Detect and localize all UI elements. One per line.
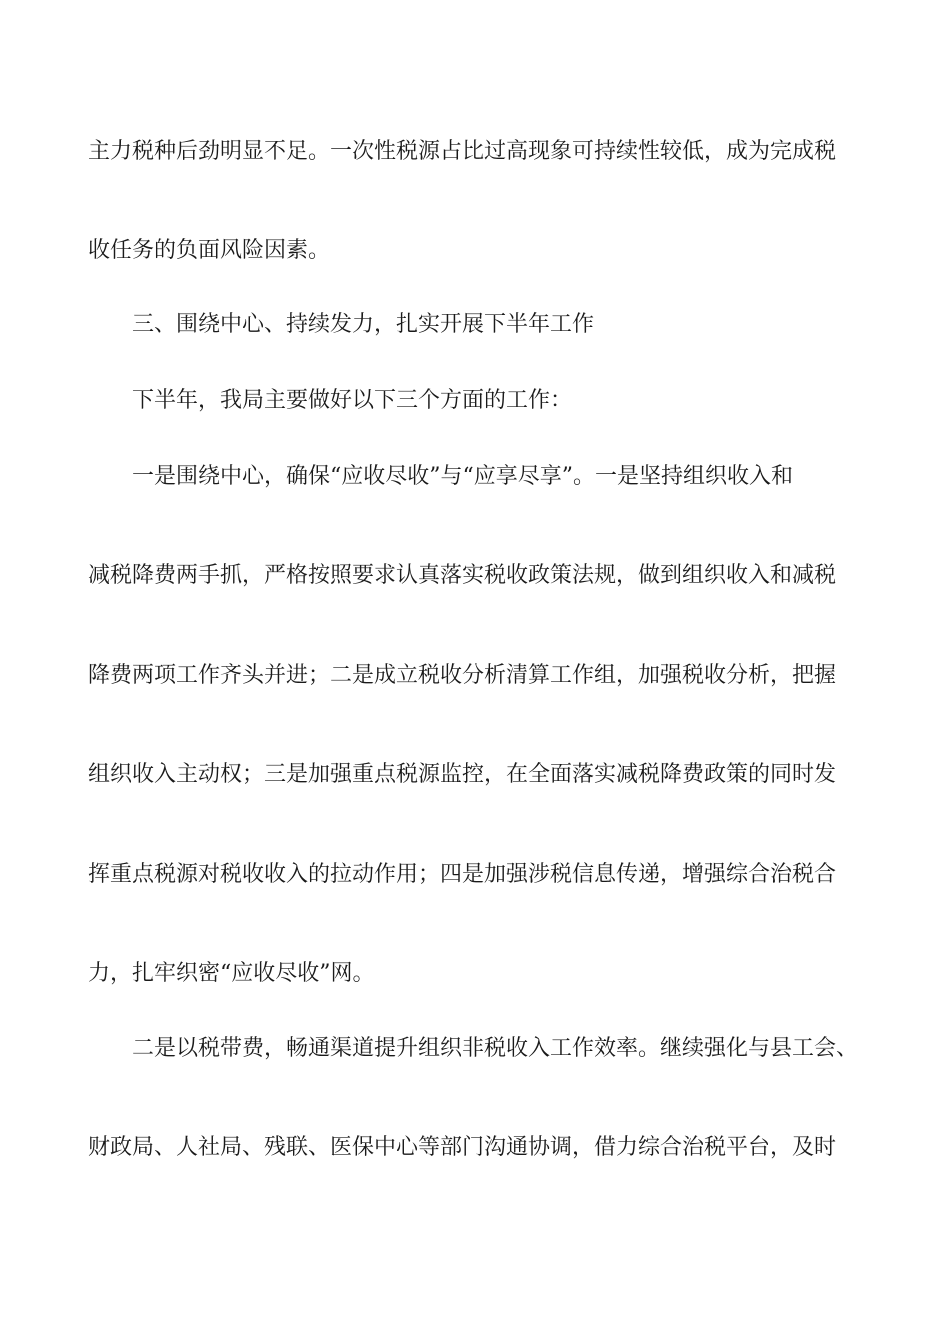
body-text-line: 减税降费两手抓，严格按照要求认真落实税收政策法规，做到组织收入和减税 (88, 563, 837, 588)
body-text-line: 力，扎牢织密“应收尽收”网。 (88, 961, 375, 986)
body-text-line: 挥重点税源对税收收入的拉动作用；四是加强涉税信息传递，增强综合治税合 (88, 862, 837, 887)
body-text-line: 组织收入主动权；三是加强重点税源监控，在全面落实减税降费政策的同时发 (88, 762, 837, 787)
section-heading: 三、围绕中心、持续发力，扎实开展下半年工作 (132, 312, 595, 337)
body-text-line: 二是以税带费，畅通渠道提升组织非税收入工作效率。继续强化与县工会、 (132, 1036, 859, 1061)
body-text-line: 降费两项工作齐头并进；二是成立税收分析清算工作组，加强税收分析，把握 (88, 663, 837, 688)
body-text-line: 一是围绕中心，确保“应收尽收”与“应享尽享”。一是坚持组织收入和 (132, 464, 793, 489)
body-text-line: 收任务的负面风险因素。 (88, 238, 331, 263)
body-text-line: 财政局、人社局、残联、医保中心等部门沟通协调，借力综合治税平台，及时 (88, 1135, 837, 1160)
body-text-line: 主力税种后劲明显不足。一次性税源占比过高现象可持续性较低，成为完成税 (88, 139, 837, 164)
body-text-line: 下半年，我局主要做好以下三个方面的工作： (132, 388, 573, 413)
